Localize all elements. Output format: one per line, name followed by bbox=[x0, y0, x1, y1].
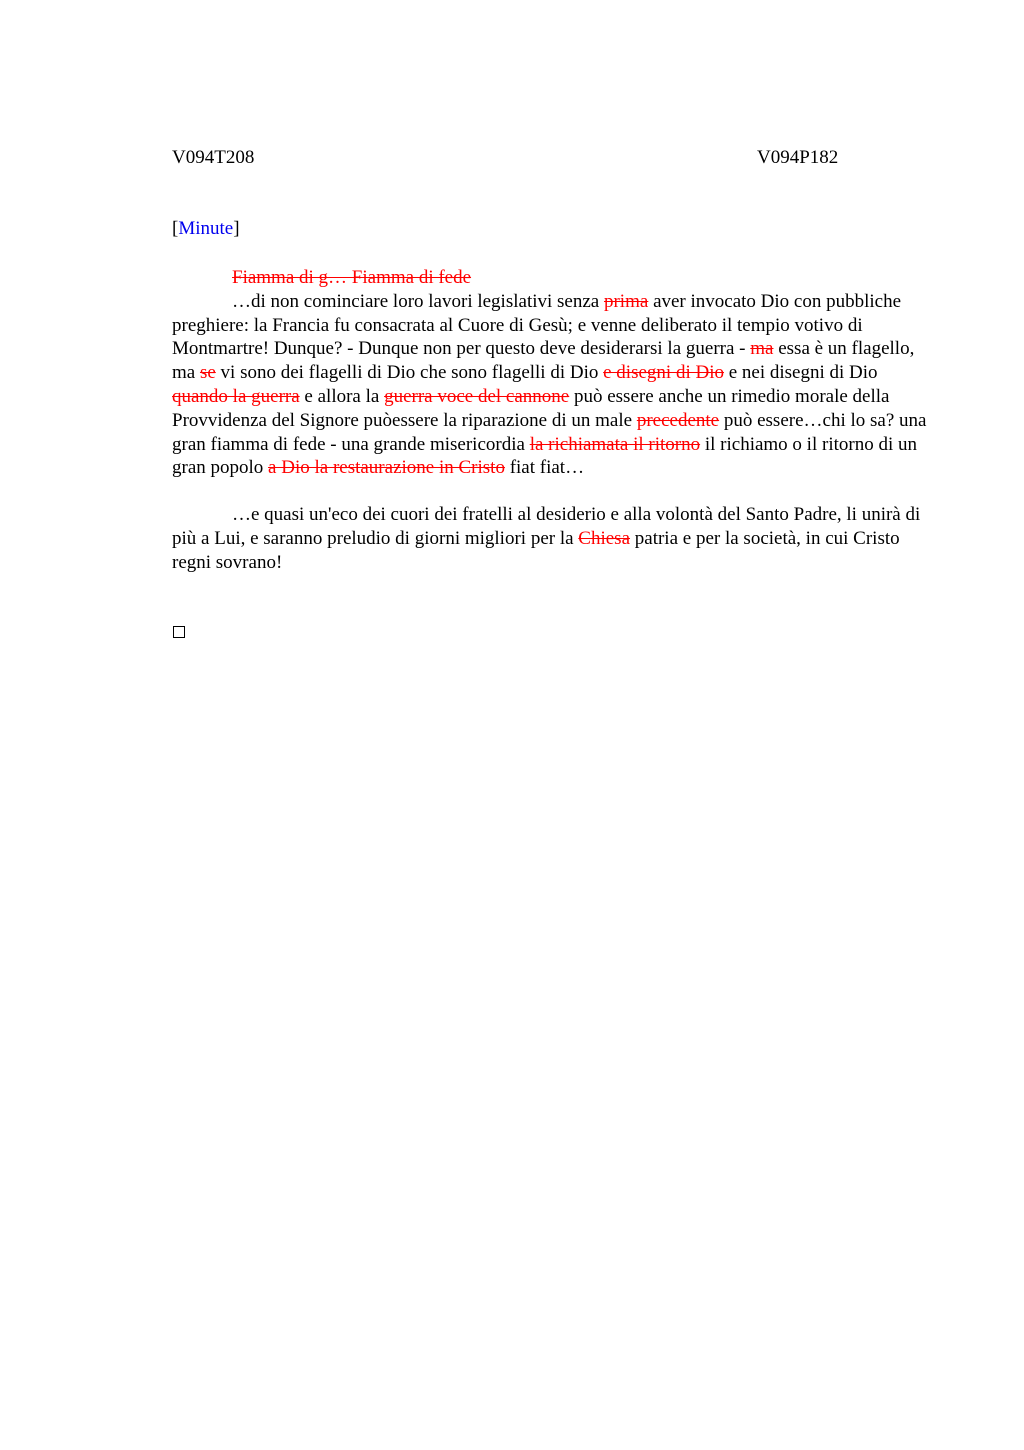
minute-link[interactable]: Minute bbox=[178, 218, 234, 239]
square-box-icon bbox=[173, 626, 185, 638]
deleted-phrase: quando la guerra bbox=[172, 385, 300, 407]
text-segment: …di non cominciare loro lavori legislativi senza bbox=[232, 290, 604, 312]
text-segment: e allora la bbox=[299, 385, 385, 407]
minute-label bbox=[172, 218, 240, 240]
text-segment: patria e per la società, in cui Cristo regni sovrano! bbox=[172, 527, 900, 573]
document-body bbox=[172, 266, 927, 575]
text-segment: può essere anche un rimedio morale della Provvidenza del Signore puòessere la riparazione di un male bbox=[172, 385, 890, 431]
text-segment: può essere…chi lo sa? una gran fiamma di fede - una grande misericordia bbox=[172, 409, 927, 455]
deleted-word: se bbox=[199, 362, 216, 384]
deleted-word: precedente bbox=[636, 409, 720, 431]
paragraph-2 bbox=[172, 503, 927, 574]
text-segment: vi sono dei flagelli di Dio che sono flagelli di Dio bbox=[215, 362, 604, 384]
paragraph-1 bbox=[172, 290, 927, 480]
deleted-phrase: la richiamata il ritorno bbox=[529, 433, 701, 455]
deleted-phrase: e disegni di Dio bbox=[603, 362, 724, 384]
text-segment: fiat fiat… bbox=[504, 457, 585, 479]
text-segment: il richiamo o il ritorno di un gran popolo bbox=[172, 433, 917, 479]
deleted-title: Fiamma di g… Fiamma di fede bbox=[232, 267, 472, 288]
deleted-word: ma bbox=[750, 338, 774, 360]
text-segment: essa è un flagello, ma bbox=[172, 338, 915, 384]
text-segment: …e quasi un'eco dei cuori dei fratelli al desiderio e alla volontà del Santo Padre, li unirà di più a Lui, e saranno preludio di giorni migliori per la bbox=[172, 504, 921, 549]
open-bracket: [ bbox=[172, 218, 179, 239]
deleted-word: prima bbox=[603, 290, 649, 312]
text-segment: aver invocato Dio con pubbliche preghiere: la Francia fu consacrata al Cuore di Gesù; e venne deliberato il tempio votivo di Montmartre! Dunque? - Dunque non per questo deve desiderarsi la guerra - bbox=[172, 290, 902, 360]
text-segment: e nei disegni di Dio bbox=[723, 362, 878, 384]
deleted-phrase: guerra voce del cannone bbox=[384, 385, 570, 407]
deleted-phrase: a Dio la restaurazione in Cristo bbox=[268, 457, 505, 479]
document-code-right: V094P182 bbox=[757, 147, 839, 168]
close-bracket: ] bbox=[233, 218, 240, 239]
document-code-left: V094T208 bbox=[172, 147, 255, 168]
deleted-word: Chiesa bbox=[578, 527, 631, 549]
